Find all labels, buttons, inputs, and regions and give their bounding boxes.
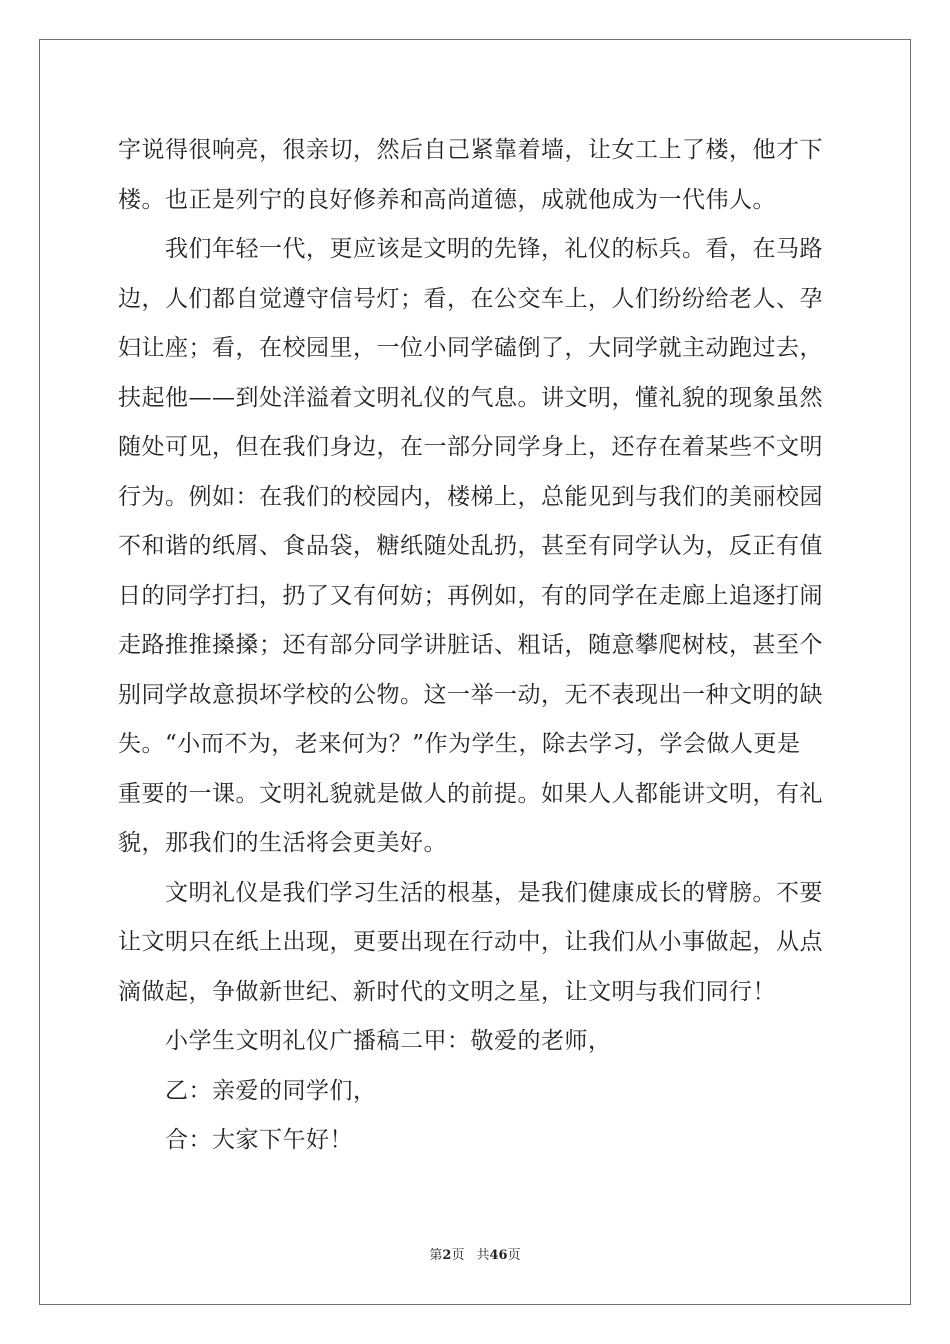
text-line: 妇让座；看，在校园里，一位小同学磕倒了，大同学就主动跑过去，	[118, 335, 823, 361]
text-line: 重要的一课。文明礼貌就是做人的前提。如果人人都能讲文明，有礼	[118, 780, 823, 807]
page-prefix: 第	[429, 1248, 443, 1263]
text-line: 让文明只在纸上出现，更要出现在行动中，让我们从小事做起，从点	[118, 929, 823, 955]
document-body	[118, 126, 834, 1166]
paragraph-start-line: 合：大家下午好！	[165, 1127, 353, 1153]
text-line: 不和谐的纸屑、食品袋，糖纸随处乱扔，甚至有同学认为，反正有值	[118, 533, 823, 559]
text-line: 行为。例如：在我们的校园内，楼梯上，总能见到与我们的美丽校园	[118, 483, 823, 510]
text-line: 楼。也正是列宁的良好修养和高尚道德，成就他成为一代伟人。	[118, 186, 776, 213]
text-line: 随处可见，但在我们身边，在一部分同学身上，还存在着某些不文明	[118, 434, 823, 460]
text-line: 边，人们都自觉遵守信号灯；看，在公交车上，人们纷纷给老人、孕	[118, 285, 823, 312]
text-line: 走路推推搡搡；还有部分同学讲脏话、粗话，随意攀爬树枝，甚至个	[118, 632, 823, 658]
paragraph-start-line: 小学生文明礼仪广播稿二甲：敬爱的老师，	[165, 1028, 612, 1054]
text-line: 滴做起，争做新世纪、新时代的文明之星，让文明与我们同行！	[118, 978, 776, 1005]
paragraph-start-line: 乙：亲爱的同学们，	[165, 1077, 377, 1104]
page-footer	[0, 1247, 950, 1265]
total-pages: 46	[489, 1248, 508, 1263]
paragraph-start-line: 我们年轻一代，更应该是文明的先锋，礼仪的标兵。看，在马路	[165, 236, 823, 262]
page-suffix: 页	[451, 1248, 465, 1263]
total-suffix: 页	[507, 1248, 521, 1263]
text-line: 日的同学打扫，扔了又有何妨；再例如，有的同学在走廊上追逐打闹	[118, 582, 823, 609]
total-prefix: 共	[476, 1248, 490, 1263]
page-number: 2	[442, 1248, 452, 1263]
text-line: 貌，那我们的生活将会更美好。	[118, 830, 447, 856]
text-line: 字说得很响亮，很亲切，然后自己紧靠着墙，让女工上了楼，他才下	[118, 137, 823, 163]
text-line: 别同学故意损坏学校的公物。这一举一动，无不表现出一种文明的缺	[118, 681, 823, 708]
text-line: 扶起他——到处洋溢着文明礼仪的气息。讲文明，懂礼貌的现象虽然	[118, 384, 823, 411]
text-line: 失。“小而不为，老来何为？”作为学生，除去学习，学会做人更是	[118, 731, 801, 757]
paragraph-start-line: 文明礼仪是我们学习生活的根基，是我们健康成长的臂膀。不要	[165, 879, 823, 906]
